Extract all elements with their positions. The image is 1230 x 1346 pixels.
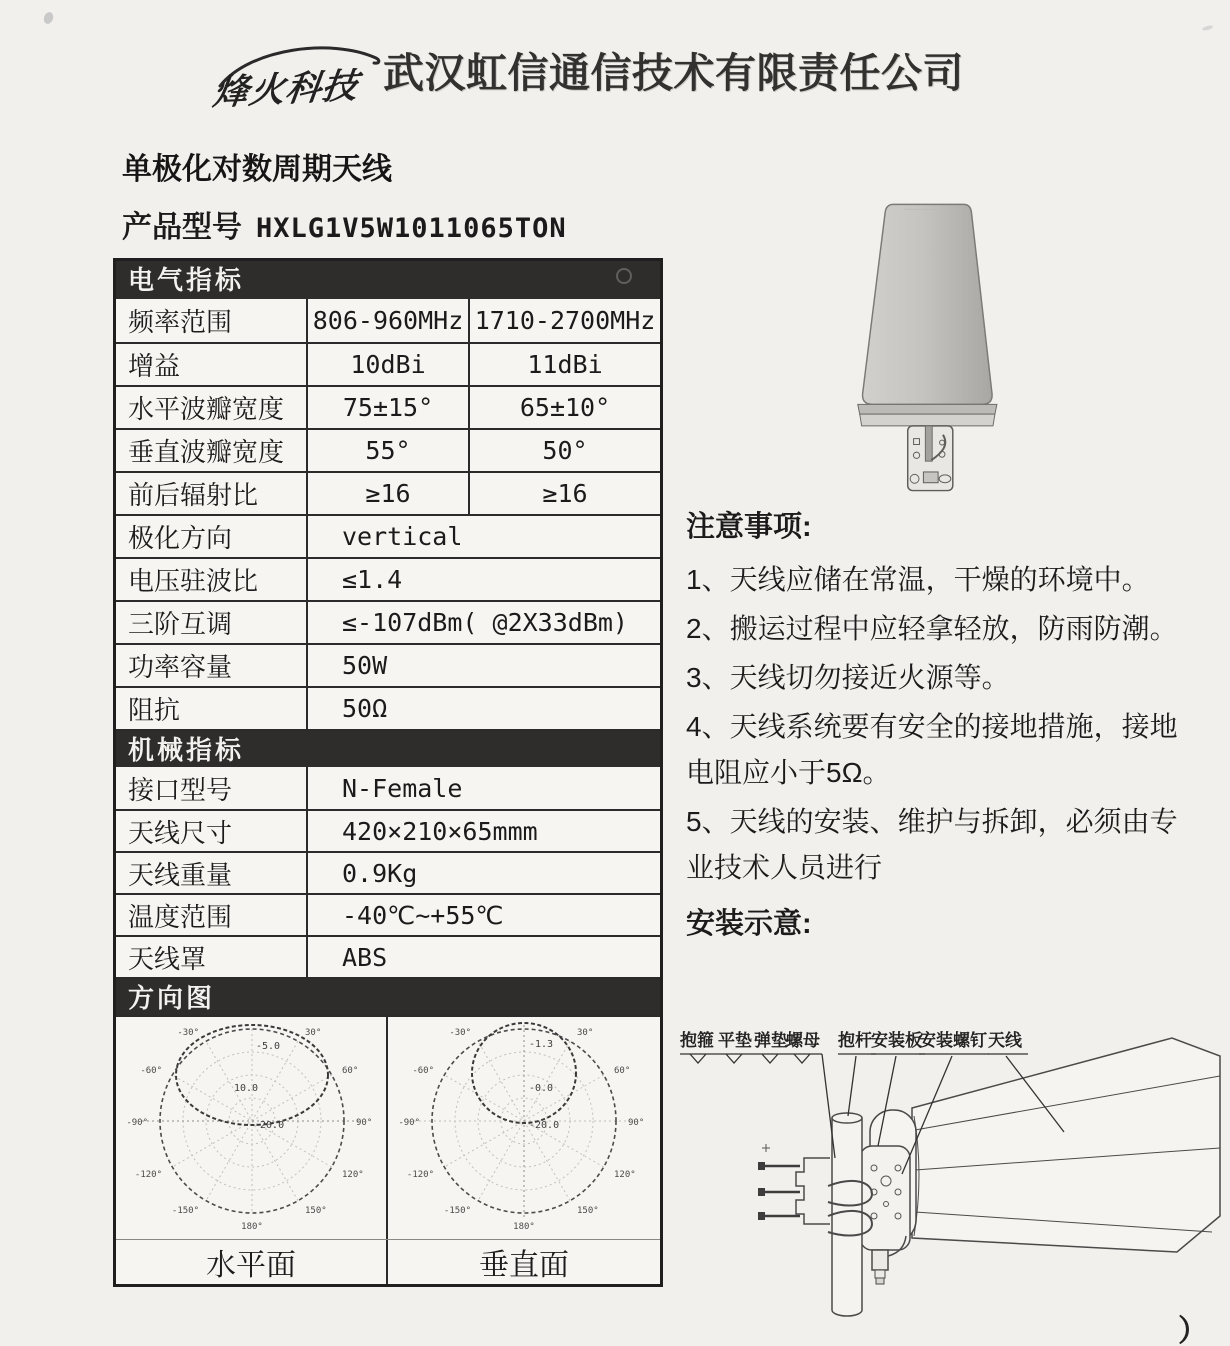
spec-label: 天线重量 bbox=[116, 853, 308, 893]
spec-label: 极化方向 bbox=[116, 516, 308, 557]
angle-label: 120° bbox=[614, 1170, 636, 1180]
install-mounting-plate bbox=[860, 1146, 910, 1250]
polar-plot-vertical bbox=[388, 1017, 660, 1239]
table-row bbox=[116, 643, 660, 686]
spec-label: 接口型号 bbox=[116, 767, 308, 809]
section-header-pattern bbox=[116, 977, 660, 1015]
table-row bbox=[116, 686, 660, 729]
product-model-label: 产品型号 bbox=[122, 211, 242, 244]
spec-label: 功率容量 bbox=[116, 645, 308, 686]
bracket-rod bbox=[925, 426, 932, 461]
spec-label: 电压驻波比 bbox=[116, 559, 308, 600]
table-row bbox=[116, 342, 660, 385]
angle-label: 120° bbox=[342, 1170, 364, 1180]
spec-value: 11dBi bbox=[527, 350, 603, 379]
product-title: 单极化对数周期天线 bbox=[122, 153, 392, 186]
caption-vertical-plane: 垂直面 bbox=[479, 1249, 569, 1282]
angle-label: -150° bbox=[171, 1206, 199, 1216]
angle-label: 90° bbox=[356, 1118, 373, 1128]
table-row bbox=[116, 809, 660, 851]
note-item: 2、搬运过程中应轻拿轻放，防雨防潮。 bbox=[686, 613, 1178, 644]
spec-value: 806-960MHz bbox=[308, 299, 470, 342]
angle-label: 150° bbox=[577, 1206, 599, 1216]
angle-label: -90° bbox=[398, 1118, 420, 1128]
ring-label: -0.0 bbox=[529, 1083, 554, 1094]
spec-label: 三阶互调 bbox=[116, 602, 308, 643]
notes-section bbox=[686, 504, 1178, 942]
angle-label: 90° bbox=[628, 1118, 645, 1128]
antenna-product-drawing bbox=[845, 186, 1041, 508]
note-item: 4、天线系统要有安全的接地措施，接地电阻应小于5Ω。 bbox=[686, 711, 1178, 788]
angle-label: 60° bbox=[614, 1066, 631, 1076]
spec-label: 天线罩 bbox=[116, 937, 308, 977]
note-item: 3、天线切勿接近火源等。 bbox=[686, 662, 1010, 693]
spec-value: 75±15° bbox=[308, 387, 470, 428]
angle-label: 150° bbox=[305, 1206, 327, 1216]
ring-label: 10.0 bbox=[234, 1083, 259, 1094]
install-pole bbox=[832, 1113, 862, 1316]
polar-chart-vertical bbox=[388, 1017, 660, 1239]
table-row bbox=[116, 385, 660, 428]
product-model bbox=[122, 202, 567, 246]
section-header-label: 方向图 bbox=[128, 983, 216, 1013]
table-row bbox=[116, 557, 660, 600]
scan-corner-mark: ） bbox=[1178, 1315, 1208, 1346]
antenna-radome bbox=[863, 204, 993, 404]
table-row bbox=[116, 935, 660, 977]
spec-value: 1710-2700MHz bbox=[474, 306, 656, 335]
scan-speck bbox=[42, 11, 55, 25]
pattern-plots bbox=[116, 1015, 660, 1239]
install-label-antenna: 天线 bbox=[988, 1031, 1022, 1051]
spec-value: 55° bbox=[308, 430, 470, 471]
spec-table bbox=[113, 258, 663, 1287]
polar-plot-horizontal bbox=[116, 1017, 388, 1239]
spec-label: 频率范围 bbox=[116, 299, 308, 342]
spec-label: 增益 bbox=[116, 344, 308, 385]
product-model-value: HXLG1V5W1011065TON bbox=[256, 213, 567, 244]
angle-label: -60° bbox=[140, 1066, 162, 1076]
spec-label: 水平波瓣宽度 bbox=[116, 387, 308, 428]
spec-value: vertical bbox=[342, 522, 463, 551]
ring-label: -5.0 bbox=[256, 1041, 281, 1052]
table-row bbox=[116, 299, 660, 342]
angle-label: -90° bbox=[126, 1118, 148, 1128]
angle-label: 60° bbox=[342, 1066, 359, 1076]
spec-value: 0.9Kg bbox=[342, 858, 418, 888]
radiation-pattern-curve bbox=[472, 1023, 576, 1123]
notes-heading: 注意事项: bbox=[686, 511, 812, 543]
spec-value: 10dBi bbox=[308, 344, 470, 385]
angle-label: 180° bbox=[241, 1222, 263, 1232]
antenna-rim bbox=[858, 404, 997, 414]
ring-label: -20.0 bbox=[254, 1120, 285, 1131]
table-row bbox=[116, 471, 660, 514]
table-row bbox=[116, 600, 660, 643]
spec-value: ≤-107dBm( @2X33dBm) bbox=[342, 608, 628, 637]
spec-label: 天线尺寸 bbox=[116, 811, 308, 851]
install-label-nut: 螺母 bbox=[786, 1031, 820, 1051]
spec-value: ≥16 bbox=[542, 479, 588, 508]
angle-label: -120° bbox=[134, 1170, 162, 1180]
polar-chart-horizontal bbox=[116, 1017, 388, 1239]
spec-value: 50° bbox=[542, 436, 588, 465]
table-row bbox=[116, 851, 660, 893]
scan-speck bbox=[1202, 25, 1214, 32]
angle-label: 30° bbox=[305, 1028, 322, 1038]
angle-label: -30° bbox=[449, 1028, 471, 1038]
install-label-spring-washer: 弹垫 bbox=[754, 1031, 788, 1051]
section-header-mechanical bbox=[116, 729, 660, 767]
install-antenna-body bbox=[870, 1038, 1220, 1252]
spec-value: ≥16 bbox=[308, 473, 470, 514]
caption-horizontal-plane: 水平面 bbox=[116, 1240, 388, 1284]
scan-artifact-dot bbox=[616, 268, 632, 284]
spec-value: -40℃~+55℃ bbox=[342, 900, 504, 930]
ring-label: -20.0 bbox=[529, 1120, 560, 1131]
angle-label: -120° bbox=[406, 1170, 434, 1180]
table-row bbox=[116, 514, 660, 557]
ring-label: -1.3 bbox=[529, 1039, 554, 1050]
angle-label: -150° bbox=[443, 1206, 471, 1216]
angle-label: -30° bbox=[177, 1028, 199, 1038]
spec-value: N-Female bbox=[342, 773, 463, 803]
angle-label: -60° bbox=[412, 1066, 434, 1076]
spec-value: 50W bbox=[342, 651, 388, 680]
install-label-flat-washer: 平垫 bbox=[718, 1031, 752, 1051]
install-label-mount-plate: 安装板 bbox=[871, 1031, 922, 1051]
section-header-label: 电气指标 bbox=[128, 265, 245, 295]
company-logo bbox=[210, 36, 390, 114]
spec-value: ABS bbox=[342, 942, 388, 972]
section-header-electrical bbox=[116, 261, 660, 299]
pattern-captions bbox=[116, 1239, 660, 1284]
spec-label: 温度范围 bbox=[116, 895, 308, 935]
angle-label: 180° bbox=[513, 1222, 535, 1232]
company-name: 武汉虹信通信技术有限责任公司 bbox=[383, 50, 964, 96]
install-heading: 安装示意: bbox=[686, 908, 812, 940]
table-row bbox=[116, 428, 660, 471]
spec-label: 垂直波瓣宽度 bbox=[116, 430, 308, 471]
logo-text: 烽火科技 bbox=[210, 65, 361, 114]
spec-value: 50Ω bbox=[342, 694, 388, 723]
install-label-clamp: 抱箍 bbox=[680, 1031, 714, 1051]
angle-label: 30° bbox=[577, 1028, 594, 1038]
spec-value: 65±10° bbox=[519, 393, 611, 422]
spec-value: ≤1.4 bbox=[342, 565, 403, 594]
table-row bbox=[116, 767, 660, 809]
spec-value: 420×210×65mmm bbox=[342, 816, 538, 846]
section-header-label: 机械指标 bbox=[128, 735, 245, 765]
note-item: 1、天线应储在常温，干燥的环境中。 bbox=[686, 564, 1150, 595]
install-diagram bbox=[672, 1010, 1230, 1344]
note-item: 5、天线的安装、维护与拆卸，必须由专业技术人员进行 bbox=[686, 806, 1178, 883]
spec-label: 阻抗 bbox=[116, 688, 308, 729]
install-label-pole: 抱杆 bbox=[838, 1031, 872, 1051]
install-label-mount-screw: 安装螺钉 bbox=[919, 1031, 987, 1051]
spec-label: 前后辐射比 bbox=[116, 473, 308, 514]
table-row bbox=[116, 893, 660, 935]
antenna-rim-lower bbox=[860, 414, 995, 426]
